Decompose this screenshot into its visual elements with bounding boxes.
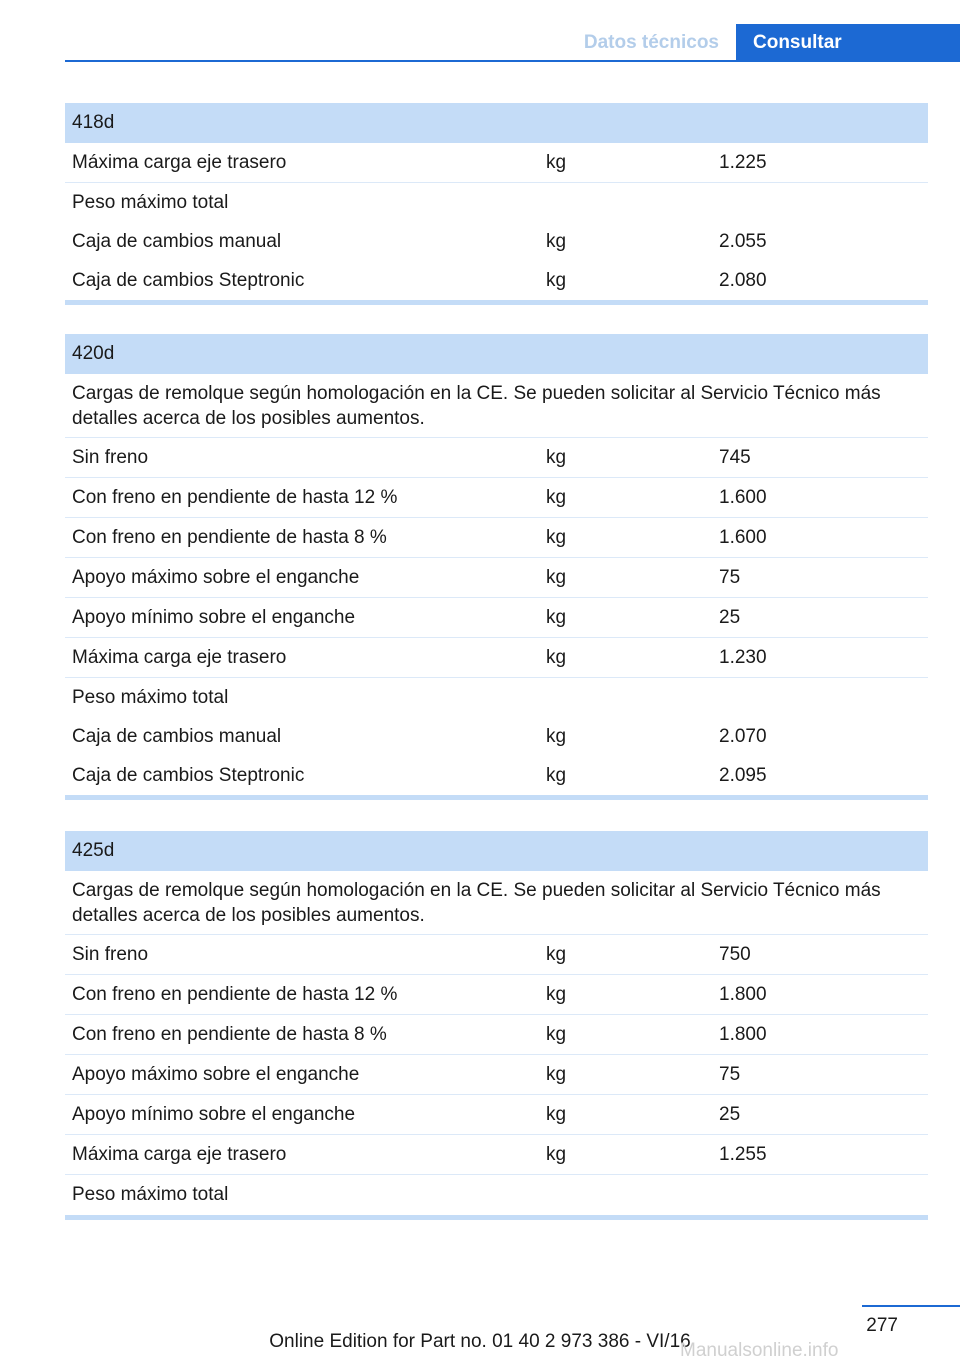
row-label: Caja de cambios manual (72, 726, 282, 747)
row-label: Apoyo mínimo sobre el enganche (72, 1104, 356, 1125)
row-label: Caja de cambios manual (72, 231, 282, 252)
table-row (65, 143, 928, 183)
row-value: 1.800 (719, 1024, 767, 1045)
row-value: 25 (719, 1104, 741, 1125)
row-value: 1.255 (719, 1144, 767, 1165)
row-label: Máxima carga eje trasero (72, 1144, 287, 1165)
row-unit: kg (546, 944, 567, 965)
table-row (65, 1015, 928, 1055)
row-unit: kg (546, 1104, 567, 1125)
row-value: 75 (719, 1064, 741, 1085)
row-unit: kg (546, 1024, 567, 1045)
row-unit: kg (546, 1064, 567, 1085)
table-row (65, 518, 928, 558)
table-row (65, 678, 928, 717)
table-title: 425d (65, 831, 928, 871)
row-value: 1.600 (719, 527, 767, 548)
row-value: 2.080 (719, 270, 767, 291)
row-value: 75 (719, 567, 741, 588)
row-label: Apoyo máximo sobre el enganche (72, 567, 360, 588)
row-unit: kg (546, 984, 567, 1005)
row-label: Sin freno (72, 447, 149, 468)
table-row (65, 1175, 928, 1215)
row-unit: kg (546, 567, 567, 588)
row-value: 745 (719, 447, 751, 468)
table-row (65, 558, 928, 598)
row-value: 25 (719, 607, 741, 628)
table-row (65, 261, 928, 300)
row-label: Peso máximo total (72, 687, 229, 708)
row-label: Con freno en pendiente de hasta 12 % (72, 984, 398, 1005)
row-unit: kg (546, 527, 567, 548)
page-number: 277 (866, 1315, 898, 1336)
row-value: 2.070 (719, 726, 767, 747)
row-unit: kg (546, 447, 567, 468)
edition-footer: Online Edition for Part no. 01 40 2 973 386 - VI/16 (269, 1331, 691, 1352)
row-label: Apoyo mínimo sobre el enganche (72, 607, 356, 628)
table-footer-bar (65, 1215, 928, 1220)
table-row (65, 1135, 928, 1175)
row-label: Peso máximo total (72, 192, 229, 213)
row-unit: kg (546, 1144, 567, 1165)
page-number-divider (862, 1305, 960, 1307)
table-row (65, 598, 928, 638)
row-label: Máxima carga eje trasero (72, 647, 287, 668)
table-418d (65, 103, 928, 305)
header-divider (65, 60, 960, 62)
row-value: 1.230 (719, 647, 767, 668)
row-label: Apoyo máximo sobre el enganche (72, 1064, 360, 1085)
row-value: 2.055 (719, 231, 767, 252)
row-unit: kg (546, 726, 567, 747)
row-unit: kg (546, 487, 567, 508)
table-title: 418d (65, 103, 928, 143)
row-unit: kg (546, 152, 567, 173)
row-unit: kg (546, 231, 567, 252)
table-425d (65, 831, 928, 1220)
row-value: 750 (719, 944, 751, 965)
row-unit: kg (546, 270, 567, 291)
row-value: 1.600 (719, 487, 767, 508)
table-title: 420d (65, 334, 928, 374)
table-note: Cargas de remolque según homologación en la CE. Se pueden solicitar al Servicio Técnico más detalles acerca de los posibles aumentos. (65, 374, 928, 438)
table-row (65, 222, 928, 261)
row-label: Caja de cambios Steptronic (72, 270, 305, 291)
row-value: 1.800 (719, 984, 767, 1005)
row-value: 2.095 (719, 765, 767, 786)
table-row (65, 935, 928, 975)
table-row (65, 478, 928, 518)
row-unit: kg (546, 647, 567, 668)
table-row (65, 975, 928, 1015)
table-row (65, 717, 928, 756)
header-section-title: Datos técnicos (583, 32, 719, 53)
row-label: Máxima carga eje trasero (72, 152, 287, 173)
row-unit: kg (546, 765, 567, 786)
row-label: Sin freno (72, 944, 149, 965)
table-row (65, 183, 928, 222)
header-chapter-tab[interactable]: Consultar (736, 24, 960, 62)
table-note: Cargas de remolque según homologación en la CE. Se pueden solicitar al Servicio Técnico más detalles acerca de los posibles aumentos. (65, 871, 928, 935)
row-label: Con freno en pendiente de hasta 8 % (72, 527, 387, 548)
watermark: Manualsonline.info (680, 1340, 839, 1361)
row-label: Con freno en pendiente de hasta 8 % (72, 1024, 387, 1045)
table-row (65, 1095, 928, 1135)
row-label: Peso máximo total (72, 1184, 229, 1205)
table-row (65, 638, 928, 678)
table-row (65, 1055, 928, 1095)
row-label: Con freno en pendiente de hasta 12 % (72, 487, 398, 508)
row-unit: kg (546, 607, 567, 628)
row-value: 1.225 (719, 152, 767, 173)
row-label: Caja de cambios Steptronic (72, 765, 305, 786)
table-420d (65, 334, 928, 800)
table-row (65, 756, 928, 795)
table-row (65, 438, 928, 478)
